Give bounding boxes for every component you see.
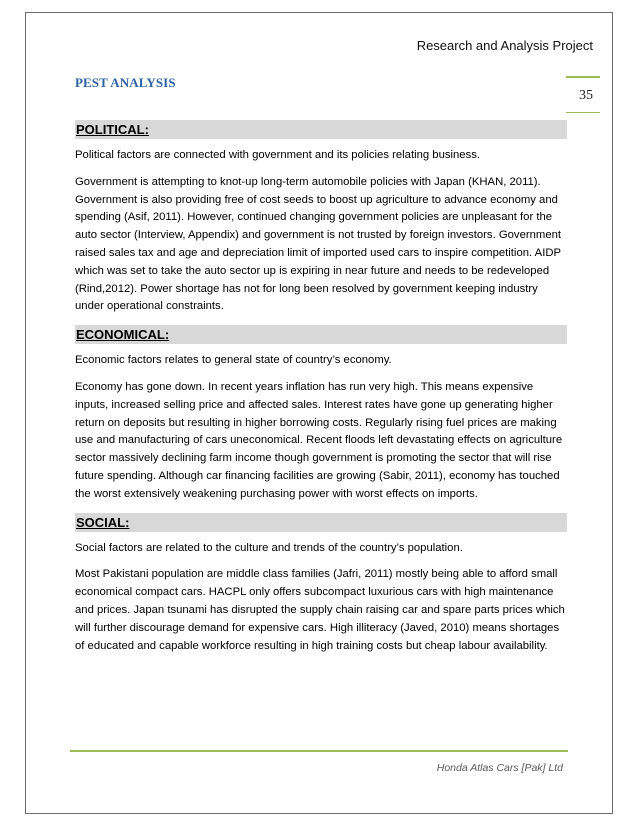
- document-body: [75, 120, 567, 664]
- header-title: Research and Analysis Project: [416, 38, 593, 53]
- page-number-bottom-rule: [566, 112, 600, 113]
- social-heading: SOCIAL:: [75, 513, 567, 532]
- social-section: [75, 513, 567, 656]
- political-heading: POLITICAL:: [75, 120, 567, 139]
- page-number-top-rule: [566, 76, 600, 78]
- political-intro: Political factors are connected with government and its policies relating business.: [75, 149, 481, 161]
- social-body: Most Pakistani population are middle class families (Jafri, 2011) mostly being able to afford small economical compact cars. HACPL only offers subcompact luxurious cars with high maintenance and prices. Japan tsunami has disrupted the supply chain raising car and spare parts prices which will further discourage demand for expensive cars. High illiteracy (Javed, 2010) means shortages of educated and capable workforce resulting in high training costs but cheap labour availability.: [75, 568, 565, 652]
- political-section: [75, 120, 567, 316]
- economical-body: Economy has gone down. In recent years inflation has run very high. This means expensive inputs, increased selling price and affected sales. Interest rates have gone up generating higher return on deposits but resulting in higher borrowing costs. Regularly rising fuel prices are making use and manufacturing of cars uneconomical. Recent floods left devastating effects on agriculture sector massively declining farm income though government is promoting the sector that will rise future spending. Although car financing facilities are growing (Sabir, 2011), economy has touched the worst extensively weakening purchasing power with worst effects on imports.: [75, 380, 563, 500]
- page-number: 35: [579, 88, 593, 103]
- economical-section: [75, 325, 567, 503]
- section-title: PEST ANALYSIS: [75, 75, 176, 90]
- economical-heading: ECONOMICAL:: [75, 325, 567, 344]
- social-intro: Social factors are related to the culture and trends of the country’s population.: [75, 541, 463, 554]
- footer-rule: [70, 750, 568, 752]
- political-body: Government is attempting to knot-up long-term automobile policies with Japan (KHAN, 2011). Government is also providing free of cost seeds to boost up agriculture to advance economy and spending (Asif, 2011). However, continued changing government policies are unpleasant for the auto sector (Interview, Appendix) and government is not trusted by foreign investors. Government raised sales tax and age and depreciation limit of imported used cars to inspire competition. AIDP which was set to take the auto sector up is expiring in near future and needs to be redeveloped (Rind,2012). Power shortage has not for long been resolved by government keeping industry under operational constraints.: [75, 175, 562, 313]
- economical-intro: Economic factors relates to general state of country’s economy.: [75, 354, 392, 367]
- footer-text: Honda Atlas Cars [Pak] Ltd: [436, 762, 563, 774]
